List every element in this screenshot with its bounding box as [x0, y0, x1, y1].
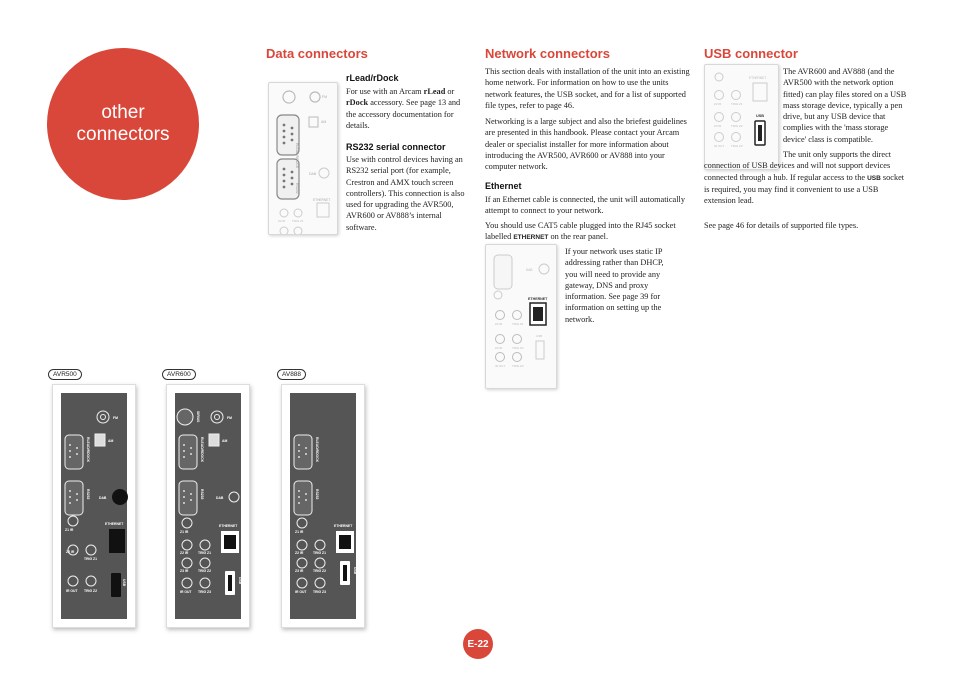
- ethernet-heading: Ethernet: [485, 181, 522, 191]
- usb-label-2: USB: [536, 334, 543, 338]
- avr500-am: AM: [108, 439, 114, 443]
- avr500-trig1: TRIG Z1: [84, 557, 97, 561]
- section-title-line1: other: [101, 102, 145, 123]
- av888-z2ir: Z2 IR: [295, 551, 304, 555]
- avr500-usb: USB: [122, 579, 126, 587]
- av888-ethernet: ETHERNET: [334, 524, 353, 528]
- irout-label-3: IR OUT: [714, 144, 725, 148]
- trig1-label-2: TRIG Z1: [512, 322, 524, 326]
- trig2-label-3: TRIG Z2: [731, 124, 743, 128]
- av888-trig1: TRIG Z1: [313, 551, 326, 555]
- z3ir-label-3: Z3 IR: [714, 124, 722, 128]
- z2ir-label-3: Z2 IR: [714, 102, 722, 106]
- rs232-label: RS232: [295, 183, 299, 194]
- usb-para1: The AVR600 and AV888 (and the AVR500 with the network option fitted) can play files stored on a USB mass storage device, typically a pen drive, but any USB device that complies with the 'mass storage device' class is compatible.: [783, 67, 907, 144]
- trig1-label-3: TRIG Z1: [731, 102, 743, 106]
- avr600-rlead: RLEAD/RDOCK: [200, 437, 204, 463]
- avr600-rear-panel: [166, 384, 250, 628]
- rlead-heading: rLead/rDock: [346, 73, 399, 83]
- avr500-rs232: RS232: [86, 489, 90, 500]
- avr500-fm: FM: [113, 416, 118, 420]
- avr500-trig2: TRIG Z2: [84, 589, 97, 593]
- network-para2: Networking is a large subject and also the briefest guidelines are presented in this handbook. Please contact your Arcam dealer or specialist installer for more information about introducing the AVR500, AVR600 or AV888 into your computer network.: [485, 117, 687, 172]
- section-title-circle: [47, 48, 199, 200]
- rs232-heading: RS232 serial connector: [346, 142, 446, 152]
- avr600-fm: FM: [227, 416, 232, 420]
- ethernet-label-2: ETHERNET: [528, 297, 548, 301]
- ethernet-panel-illustration: [485, 244, 557, 389]
- avr500-dab: DAB: [99, 496, 107, 500]
- avr600-z2ir: Z2 IR: [180, 551, 189, 555]
- trig3-label-2: TRIG Z3: [512, 364, 524, 368]
- dab-label: DAB: [309, 172, 317, 176]
- z2ir-label: Z2 IR: [278, 219, 286, 223]
- dab-label-2: DAB: [526, 268, 533, 272]
- av888-irout: IR OUT: [295, 590, 307, 594]
- avr600-trig3: TRIG Z3: [198, 590, 211, 594]
- av888-usb: USB: [353, 567, 357, 575]
- section-title-line2: connectors: [76, 124, 170, 145]
- avr600-z3ir: Z3 IR: [180, 569, 189, 573]
- fm-label: FM: [322, 95, 328, 99]
- avr600-ethernet: ETHERNET: [219, 524, 238, 528]
- trig2-label-2: TRIG Z2: [512, 346, 524, 350]
- usb-para3: See page 46 for details of supported file types.: [704, 221, 859, 230]
- ethernet-label: ETHERNET: [313, 198, 331, 202]
- avr600-irout: IR OUT: [180, 590, 192, 594]
- ethernet-para2: You should use CAT5 cable plugged into the RJ45 socket labelled ETHERNET on the rear panel.: [485, 221, 676, 242]
- avr600-trig2: TRIG Z2: [198, 569, 211, 573]
- avr600-dab: DAB: [216, 496, 224, 500]
- rlead-label: RLEAD/RDOCK: [295, 143, 299, 169]
- page-number: E-22: [463, 629, 493, 659]
- trig3-label-3: TRIG Z3: [731, 144, 743, 148]
- usb-para2: The unit only supports the direct connection of USB devices and will not support devices connected through a hub. If regular access to the USB socket is required, you may find it convenient to use a USB extension lead.: [704, 150, 905, 206]
- data-connectors-heading: Data connectors: [266, 46, 368, 61]
- avr500-z2ir: Z2 IR: [66, 550, 75, 554]
- avr600-z1ir: Z1 IR: [180, 530, 189, 534]
- model-badge-avr600: AVR600: [162, 369, 196, 380]
- model-badge-av888: AV888: [277, 369, 306, 380]
- rs232-text: Use with control devices having an RS232 serial port (for example, Crestron and AMX touch screen controllers). This connection is also used for upgrading the AVR500, AVR600 or AV888’s internal software.: [346, 155, 465, 232]
- avr600-am: AM: [222, 439, 228, 443]
- avr500-ethernet: ETHERNET: [105, 522, 124, 526]
- avr500-irout: IR OUT: [66, 589, 78, 593]
- avr500-rlead: RLEAD/RDOCK: [86, 437, 90, 463]
- am-label: AM: [321, 120, 327, 124]
- ethernet-para3: If your network uses static IP addressing rather than DHCP, you will need to provide any gateway, DNS and proxy information. See page 39 for information on setting up the network.: [565, 247, 664, 324]
- av888-z3ir: Z3 IR: [295, 569, 304, 573]
- avr600-rs232: RS232: [200, 489, 204, 500]
- ethernet-label-3: ETHERNET: [749, 76, 767, 80]
- trig-label: TRIG Z1: [292, 219, 304, 223]
- model-badge-avr500: AVR500: [48, 369, 82, 380]
- av888-trig3: TRIG Z3: [313, 590, 326, 594]
- av888-rlead: RLEAD/RDOCK: [315, 437, 319, 463]
- av888-rear-panel: [281, 384, 365, 628]
- av888-rs232: RS232: [315, 489, 319, 500]
- usb-connector-heading: USB connector: [704, 46, 798, 61]
- usb-label-3: USB: [756, 114, 765, 118]
- av888-z1ir: Z1 IR: [295, 530, 304, 534]
- av888-trig2: TRIG Z2: [313, 569, 326, 573]
- avr500-rear-panel: [52, 384, 136, 628]
- network-para1: This section deals with installation of the unit into an existing home network. For information on how to use the units network features, the USB socket, and for a list of supported file types, refer to page 46.: [485, 67, 690, 110]
- avr600-sirius: SIRIUS: [196, 411, 200, 423]
- avr600-usb: USB: [238, 577, 242, 585]
- rs232-panel-illustration: [268, 82, 338, 235]
- network-connectors-heading: Network connectors: [485, 46, 610, 61]
- avr500-z1ir: Z1 IR: [65, 528, 74, 532]
- rlead-text: For use with an Arcam rLead or rDock accessory. See page 13 and the accessory documentation for details.: [346, 87, 461, 130]
- ethernet-para1: If an Ethernet cable is connected, the unit will automatically attempt to connect to your network.: [485, 195, 685, 216]
- z2ir-label-2: Z2 IR: [495, 322, 503, 326]
- irout-label-2: IR OUT: [495, 364, 506, 368]
- z3ir-label-2: Z3 IR: [495, 346, 503, 350]
- avr600-trig1: TRIG Z1: [198, 551, 211, 555]
